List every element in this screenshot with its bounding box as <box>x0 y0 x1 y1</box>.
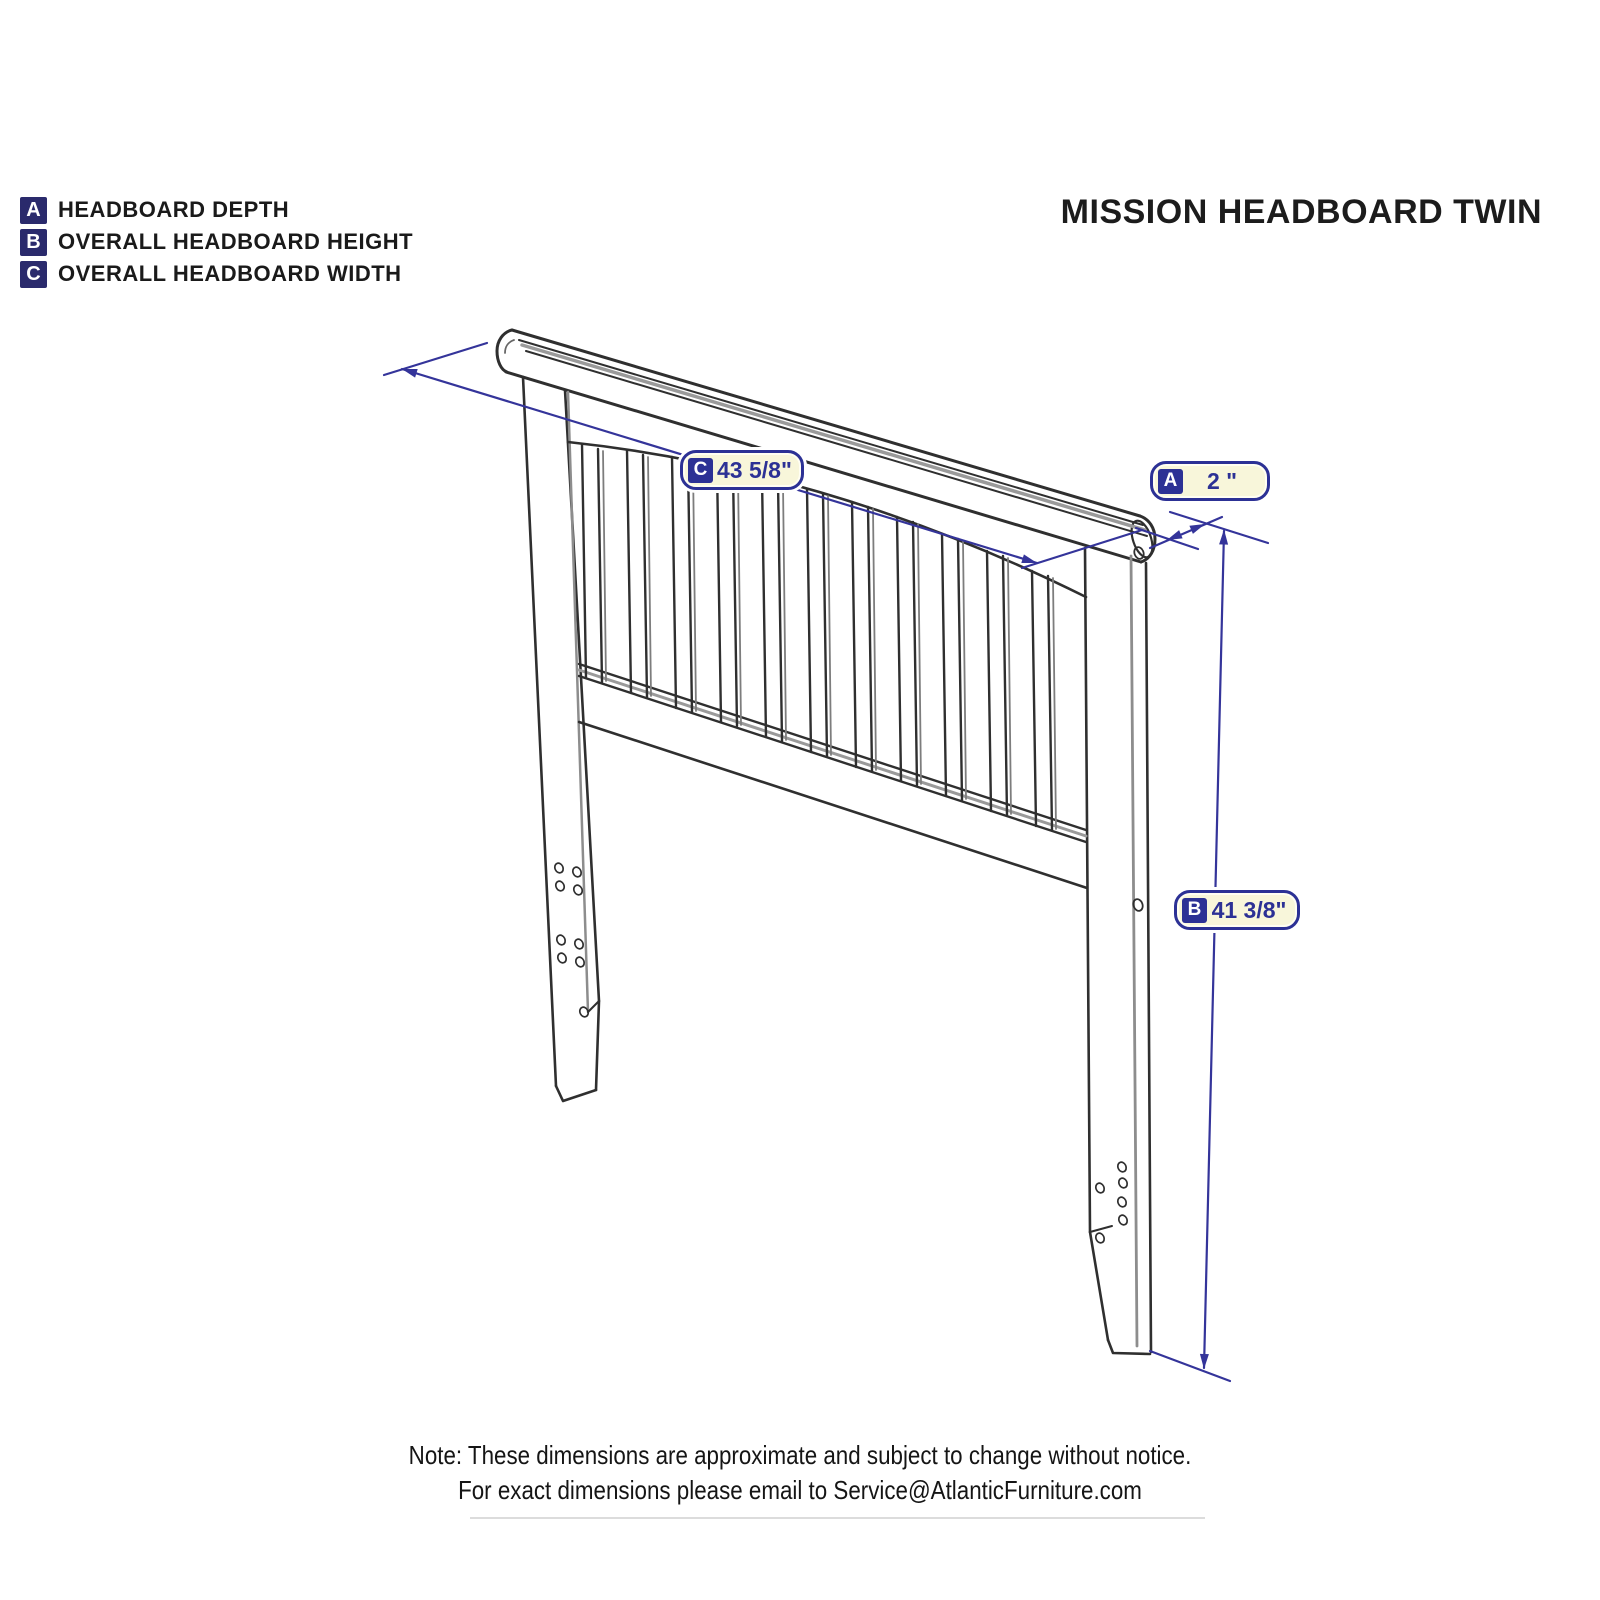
dimension-value-height: 41 3/8" <box>1211 896 1287 923</box>
arrow-a-left <box>1167 530 1183 540</box>
arrow-b-up <box>1219 530 1228 545</box>
arrow-c-right <box>1021 554 1037 563</box>
note-line-1: Note: These dimensions are approximate and subject to change without notice. <box>408 1440 1192 1470</box>
bottom-divider <box>470 1517 1205 1519</box>
arrow-b-down <box>1200 1354 1209 1369</box>
extension-line <box>1022 530 1142 568</box>
dimension-label-depth <box>1150 461 1270 501</box>
dimension-line <box>1150 517 1222 548</box>
slats <box>582 444 1056 830</box>
dimension-b-height <box>1150 531 1230 1381</box>
extension-line <box>384 343 487 375</box>
legend-item-label: HEADBOARD DEPTH <box>58 197 290 222</box>
legend-key-badge-c: C <box>20 261 47 288</box>
dimension-value-depth: 2 " <box>1206 467 1238 494</box>
headboard-drawing <box>497 330 1156 1354</box>
extension-line <box>1170 512 1268 543</box>
arrow-c-left <box>402 369 418 378</box>
left-post <box>523 377 599 1101</box>
dimension-line <box>1204 531 1224 1368</box>
note-line-2: For exact dimensions please email to Service@AtlanticFurniture.com <box>458 1475 1142 1505</box>
dimension-label-width <box>680 450 804 490</box>
dimension-value-width: 43 5/8" <box>717 456 792 483</box>
arrow-a-right <box>1189 524 1205 534</box>
extension-line <box>1150 1351 1230 1381</box>
dimension-key-badge-b: B <box>1182 898 1207 923</box>
dimension-key-badge-a: A <box>1158 469 1183 494</box>
dimension-label-height <box>1174 890 1300 930</box>
screw-holes-right <box>1094 1161 1128 1244</box>
right-post <box>1085 546 1151 1354</box>
legend-item-label: OVERALL HEADBOARD HEIGHT <box>58 229 414 254</box>
legend-key-badge-a: A <box>20 197 47 224</box>
disclaimer-note <box>409 1438 1192 1508</box>
legend-item-label: OVERALL HEADBOARD WIDTH <box>58 261 402 286</box>
legend-key-badge-b: B <box>20 229 47 256</box>
product-title: MISSION HEADBOARD TWIN <box>1060 193 1542 231</box>
dimension-key-badge-c: C <box>688 458 713 483</box>
